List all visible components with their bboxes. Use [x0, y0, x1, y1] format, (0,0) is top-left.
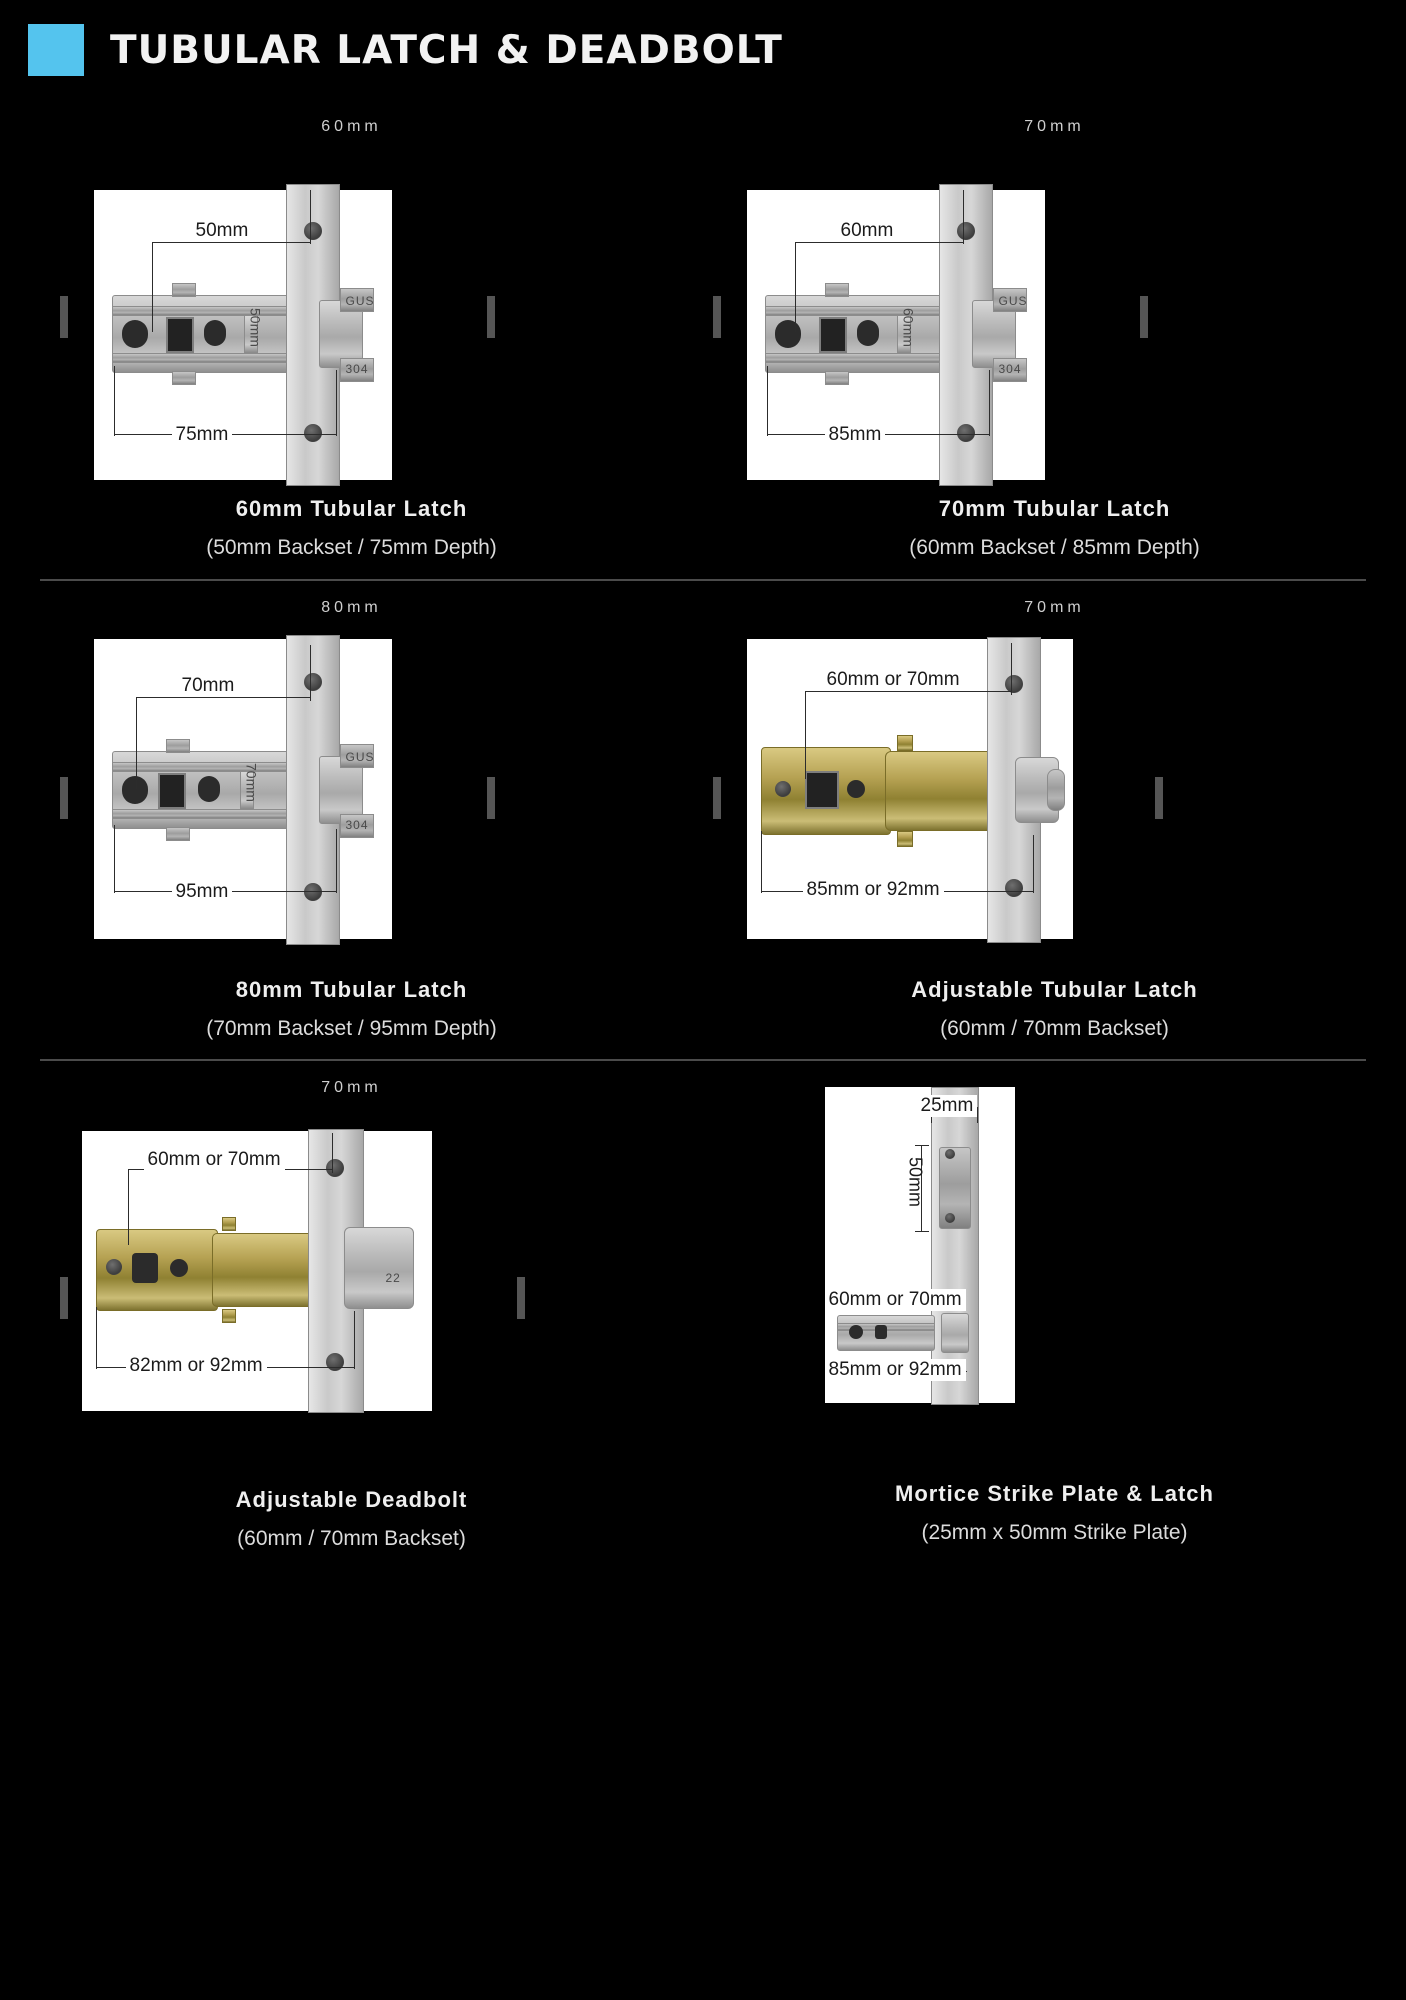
bolt-engraving: 22 [385, 1271, 401, 1286]
caption-sub: (60mm / 70mm Backset) [940, 1016, 1169, 1040]
right-tick [1140, 296, 1148, 338]
top-dimension: 60mm or 70mm [823, 669, 964, 691]
caption-sub: (60mm Backset / 85mm Depth) [909, 536, 1200, 560]
brand-mark-top: GUS [345, 749, 375, 764]
product-caption [895, 1477, 1214, 1550]
product-figure [32, 146, 672, 476]
side-dimension: 50mm [247, 308, 264, 347]
caption-sub: (60mm / 70mm Backset) [237, 1527, 466, 1551]
product-caption [206, 492, 497, 565]
section-divider-1 [40, 579, 1366, 581]
page-title: TUBULAR LATCH & DEADBOLT [110, 27, 783, 73]
caption-main: Adjustable Tubular Latch [911, 976, 1198, 1002]
caption-main: 80mm Tubular Latch [235, 976, 468, 1002]
bottom-dimension: 82mm or 92mm [126, 1355, 267, 1377]
right-tick [487, 777, 495, 819]
product-figure [32, 627, 672, 957]
caption-sub: (50mm Backset / 75mm Depth) [206, 536, 497, 560]
product-top-label: 70mm [321, 1079, 382, 1097]
product-photo [825, 1087, 1015, 1403]
top-dimension: 50mm [192, 220, 253, 242]
side-dimension: 60mm [900, 308, 917, 347]
caption-sub: (70mm Backset / 95mm Depth) [206, 1016, 497, 1040]
bottom-dimension: 95mm [172, 881, 233, 903]
left-tick [60, 296, 68, 338]
right-tick [1155, 777, 1163, 819]
product-caption [236, 1483, 468, 1556]
right-tick [487, 296, 495, 338]
section-divider-2 [40, 1059, 1366, 1061]
product-row-1 [0, 118, 1406, 565]
brand-mark-bottom: 304 [998, 362, 1022, 376]
product-photo [747, 190, 1045, 480]
left-tick [60, 777, 68, 819]
product-top-label: 70mm [1024, 118, 1085, 135]
right-tick [517, 1277, 525, 1319]
brand-mark-bottom: 304 [345, 362, 369, 376]
product-caption [909, 492, 1200, 565]
mid-dimension: 60mm or 70mm [825, 1289, 966, 1311]
bottom-dimension: 85mm or 92mm [803, 879, 944, 901]
product-figure [735, 1095, 1375, 1461]
caption-main: 60mm Tubular Latch [235, 496, 468, 521]
bottom-dimension: 85mm [825, 424, 886, 446]
side-dimension: 70mm [243, 762, 260, 802]
product-cell-70mm-latch[interactable] [703, 118, 1406, 565]
product-cell-adjustable-deadbolt[interactable] [0, 1079, 703, 1556]
top-dimension: 70mm [178, 675, 239, 697]
product-photo [94, 190, 392, 480]
page-header [0, 0, 1406, 78]
product-caption [911, 973, 1197, 1046]
product-top-label: 80mm [321, 598, 382, 616]
top-dimension: 60mm or 70mm [144, 1149, 285, 1171]
left-tick [713, 296, 721, 338]
brand-mark-bottom: 304 [345, 817, 369, 832]
product-row-3 [0, 1079, 1406, 1556]
product-figure [32, 1107, 672, 1467]
product-cell-80mm-latch[interactable] [0, 599, 703, 1046]
product-grid [0, 78, 1406, 1556]
left-tick [60, 1277, 68, 1319]
side-dimension: 50mm [905, 1157, 926, 1208]
product-cell-strike-plate[interactable] [703, 1079, 1406, 1556]
left-tick [713, 777, 721, 819]
product-row-2 [0, 599, 1406, 1046]
bottom-dimension: 75mm [172, 424, 233, 446]
product-top-label: 70mm [1024, 598, 1085, 616]
product-photo [94, 639, 392, 939]
top-dimension: 60mm [837, 220, 898, 242]
caption-sub: (25mm x 50mm Strike Plate) [921, 1521, 1188, 1545]
product-figure [735, 627, 1375, 957]
brand-mark-top: GUS [998, 294, 1028, 308]
product-caption [206, 973, 497, 1046]
product-photo [747, 639, 1073, 939]
caption-main: Mortice Strike Plate & Latch [895, 1481, 1214, 1507]
product-photo [82, 1131, 432, 1411]
caption-main: 70mm Tubular Latch [938, 496, 1171, 521]
brand-mark-top: GUS [345, 294, 375, 308]
product-top-label: 60mm [321, 118, 382, 135]
bottom-dimension: 85mm or 92mm [825, 1359, 966, 1381]
product-cell-60mm-latch[interactable] [0, 118, 703, 565]
product-cell-adjustable-latch[interactable] [703, 599, 1406, 1046]
caption-main: Adjustable Deadbolt [235, 1487, 468, 1513]
accent-swatch [28, 24, 84, 76]
top-dimension: 25mm [917, 1095, 978, 1117]
product-figure [735, 146, 1375, 476]
